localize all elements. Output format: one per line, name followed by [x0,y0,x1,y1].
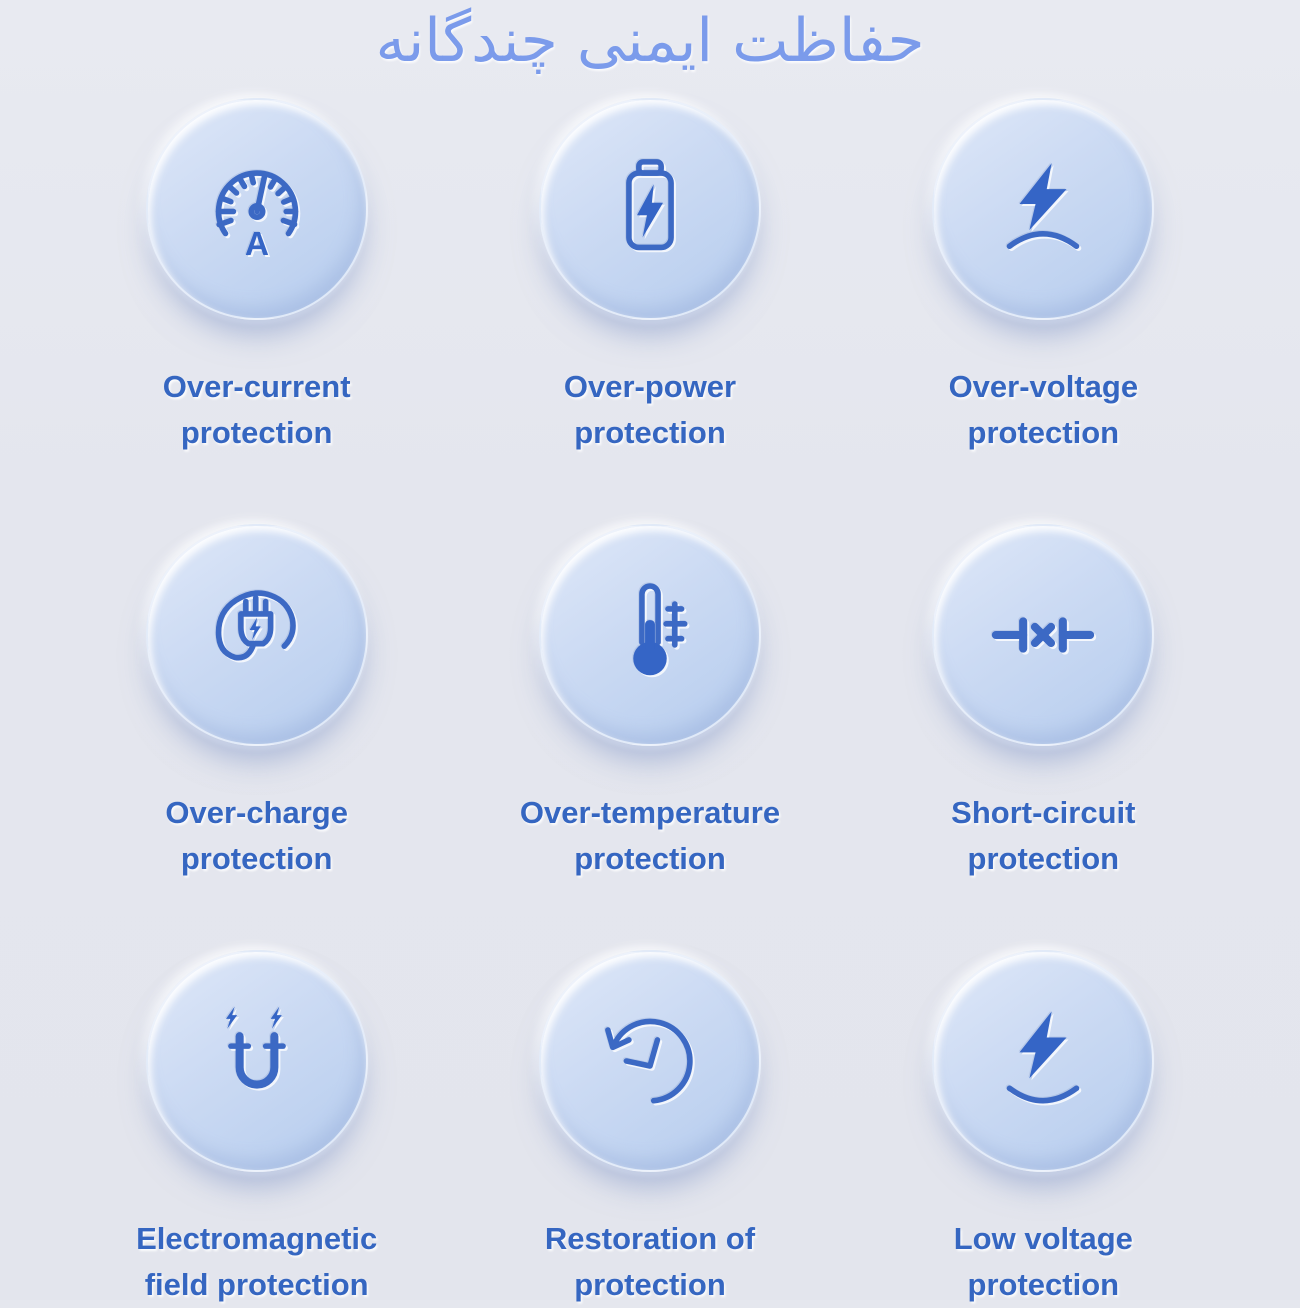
lightning-arc-up-icon [981,999,1105,1123]
icon-bubble [146,98,368,320]
icon-bubble [146,950,368,1172]
feature-restoration [453,950,846,1308]
feature-low-voltage [847,950,1240,1308]
broken-circuit-icon [981,573,1105,697]
lightning-arc-down-icon [981,147,1105,271]
icon-bubble [539,950,761,1172]
feature-label: Short-circuit protection [951,795,1136,876]
feature-over-current [60,98,453,456]
feature-label: Low voltage protection [953,1221,1133,1302]
feature-over-temperature [453,524,846,882]
feature-grid [0,94,1300,1308]
feature-label: Over-power protection [563,369,737,450]
feature-over-charge [60,524,453,882]
clock-restore-icon [588,999,712,1123]
icon-bubble [932,950,1154,1172]
icon-bubble [539,98,761,320]
icon-bubble [932,524,1154,746]
feature-label: Over-voltage protection [948,369,1139,450]
gauge-letter: A [244,225,269,263]
feature-over-voltage [847,98,1240,456]
thermometer-icon [588,573,712,697]
feature-electromagnetic-field [60,950,453,1308]
ammeter-gauge-icon [195,147,319,271]
magnet-lightning-icon [195,999,319,1123]
charging-battery-icon [588,147,712,271]
feature-short-circuit [847,524,1240,882]
plug-cord-icon [195,573,319,697]
feature-label: Over-current protection [162,369,351,450]
page-title: حفاظت ایمنی چندگانه [375,6,925,76]
feature-over-power [453,98,846,456]
icon-bubble [146,524,368,746]
feature-label: Electromagnetic field protection [136,1221,378,1302]
feature-label: Restoration of protection [544,1221,756,1302]
icon-bubble [539,524,761,746]
feature-label: Over-charge protection [165,795,348,876]
feature-label: Over-temperature protection [519,795,781,876]
icon-bubble [932,98,1154,320]
